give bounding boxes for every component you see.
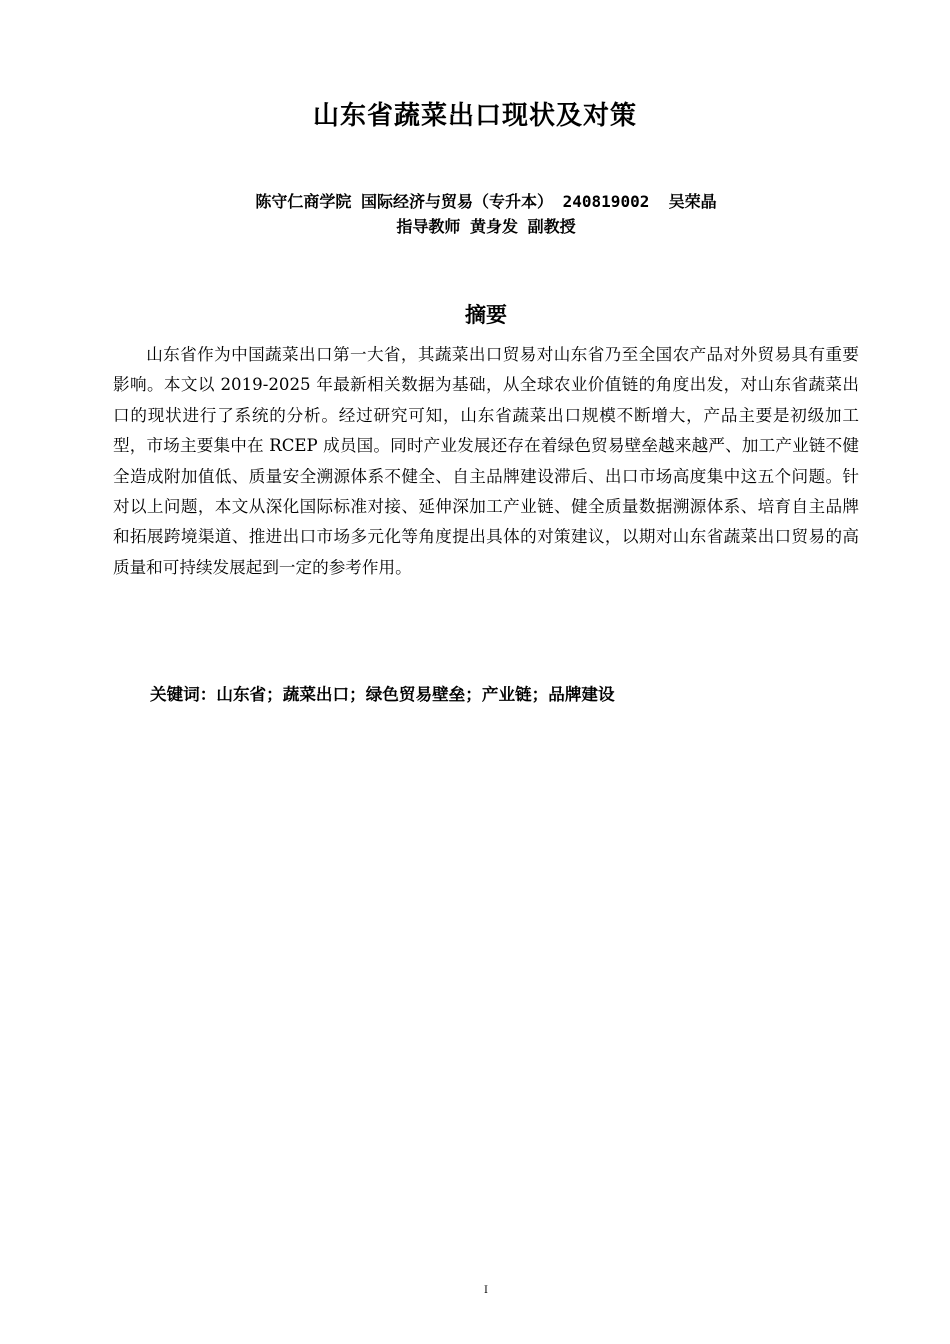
abstract-heading: 摘要 [465,303,507,327]
keywords-line: 关键词：山东省；蔬菜出口；绿色贸易壁垒；产业链；品牌建设 [150,685,615,704]
author-info: 陈守仁商学院 国际经济与贸易（专升本） 240819002 吴荣晶 [255,192,717,211]
advisor-info: 指导教师 黄身发 副教授 [396,217,576,236]
page-number: I [484,1285,488,1296]
abstract-body: 山东省作为中国蔬菜出口第一大省，其蔬菜出口贸易对山东省乃至全国农产品对外贸易具有重要影响。本文以 2019-2025 年最新相关数据为基础，从全球农业价值链的角度出发，对山东省蔬菜出口的现状进行了系统的分析。经过研究可知，山东省蔬菜出口规模不断增大，产品主要是初级加工型，市场主要集中在 RCEP 成员国。同时产业发展还存在着绿色贸易壁垒越来越严、加工产业链不健全造成附加值低、质量安全溯源体系不健全、自主品牌建设滞后、出口市场高度集中这五个问题。针对以上问题，本文从深化国际标准对接、延伸深加工产业链、健全质量数据溯源体系、培育自主品牌和拓展跨境渠道、推进出口市场多元化等角度提出具体的对策建议，以期对山东省蔬菜出口贸易的高质量和可持续发展起到一定的参考作用。 [113,345,859,577]
paper-title: 山东省蔬菜出口现状及对策 [312,101,637,131]
